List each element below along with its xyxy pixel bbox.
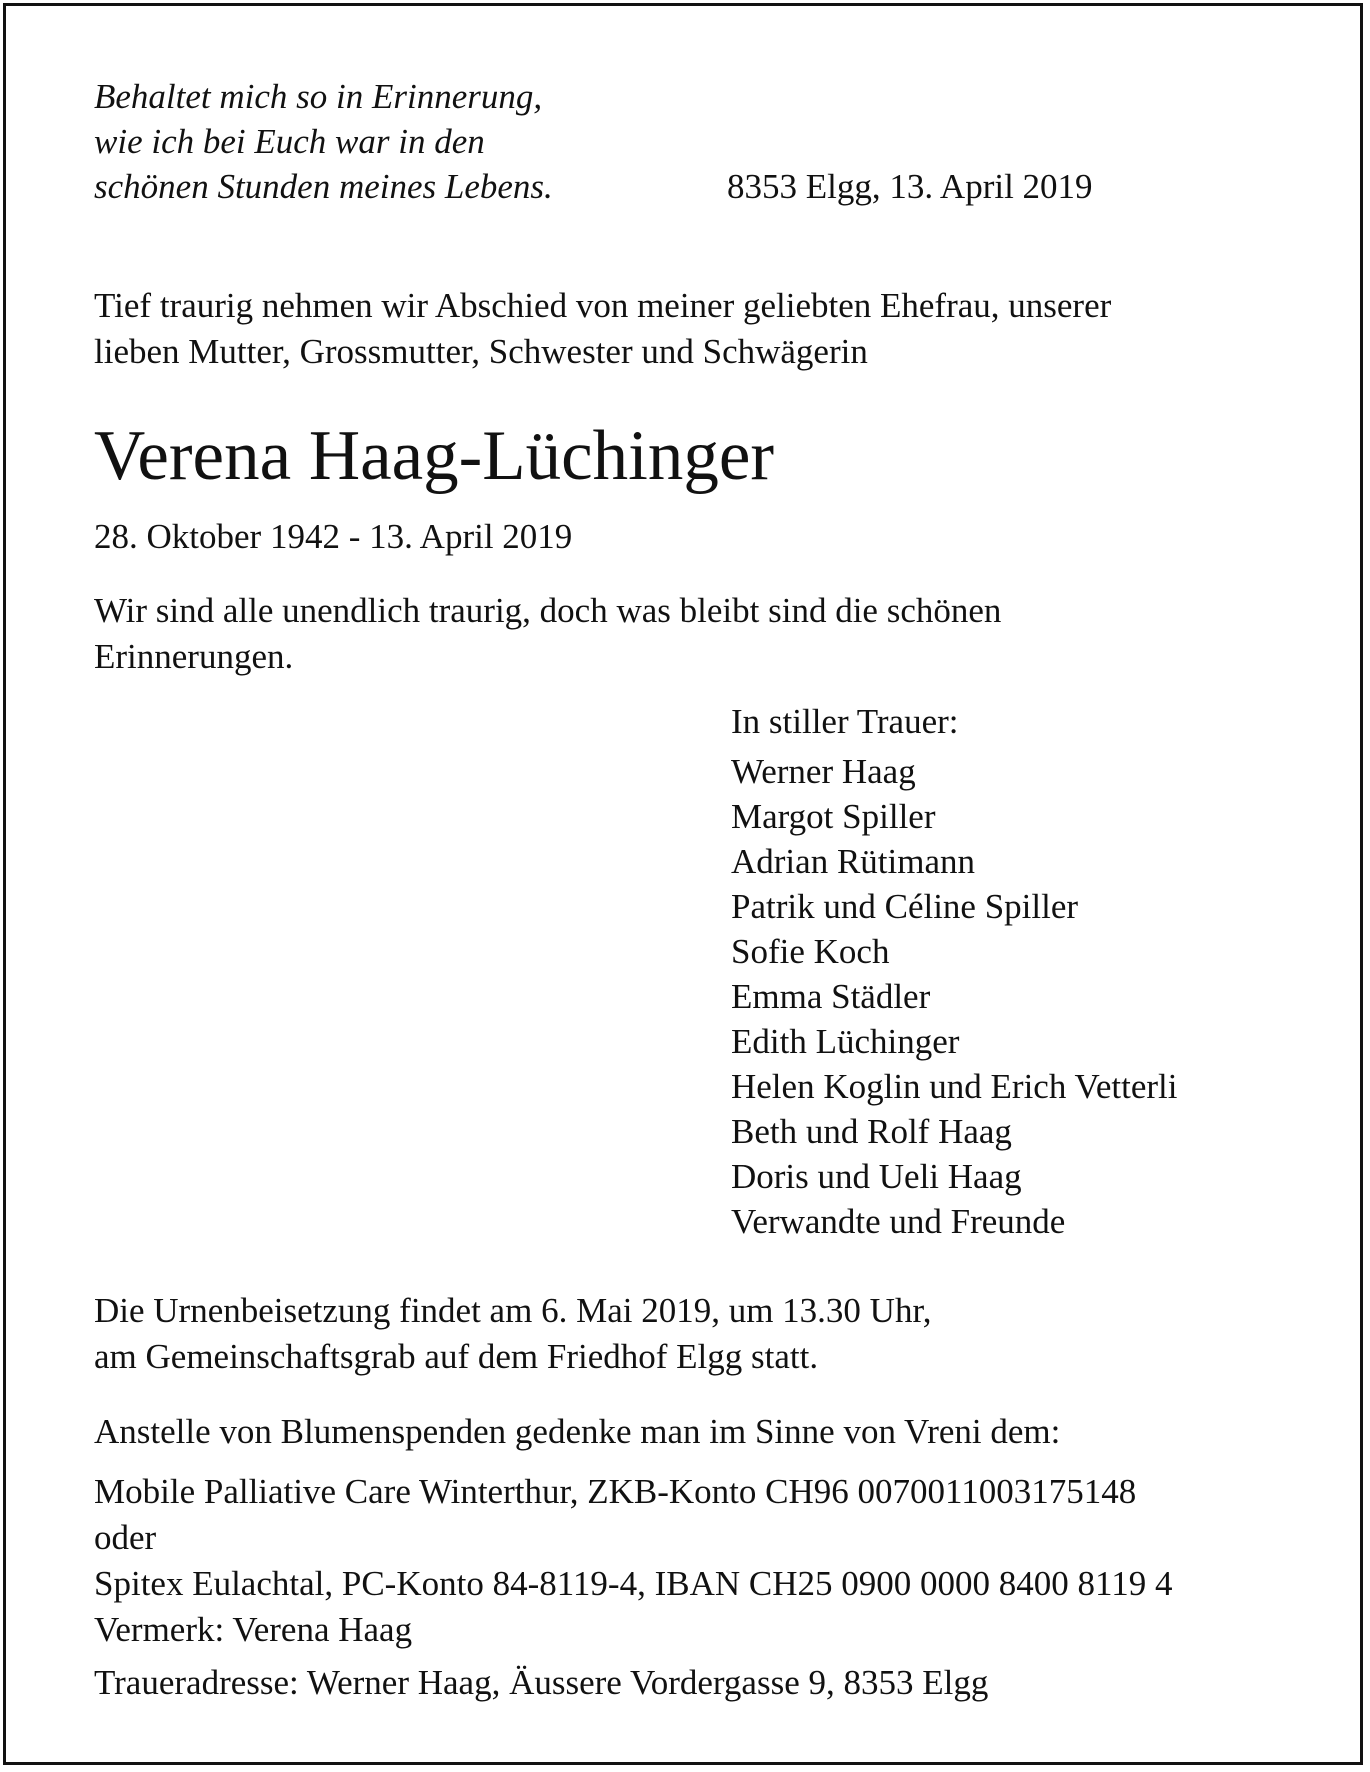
donation-line: oder [94,1518,157,1557]
place-date: 8353 Elgg, 13. April 2019 [727,167,1093,206]
donation-line: Mobile Palliative Care Winterthur, ZKB-Konto CH96 0070011003175148 [94,1472,1137,1511]
burial-line: Die Urnenbeisetzung findet am 6. Mai 2019, um 13.30 Uhr, [94,1291,932,1330]
deceased-name: Verena Haag-Lüchinger [94,417,775,495]
donation-intro: Anstelle von Blumenspenden gedenke man im Sinne von Vreni dem: [94,1412,1061,1451]
donation-line: Vermerk: Verena Haag [94,1610,413,1649]
mourner-name: Adrian Rütimann [731,842,975,881]
life-dates: 28. Oktober 1942 - 13. April 2019 [94,517,573,556]
mourner-name: Margot Spiller [731,797,936,836]
mourners-heading: In stiller Trauer: [731,702,959,741]
intro-line: lieben Mutter, Grossmutter, Schwester und Schwägerin [94,332,868,371]
remembrance-text [94,588,1001,680]
burial-line: am Gemeinschaftsgrab auf dem Friedhof Elgg statt. [94,1337,819,1376]
remembrance-line: Erinnerungen. [94,637,294,676]
motto-quote [94,74,553,209]
mourner-name: Sofie Koch [731,932,890,971]
burial-info [94,1288,931,1380]
mourner-name: Beth und Rolf Haag [731,1112,1012,1151]
intro-line: Tief traurig nehmen wir Abschied von meiner geliebten Ehefrau, unserer [94,286,1112,325]
motto-line: schönen Stunden meines Lebens. [94,167,553,206]
motto-line: Behaltet mich so in Erinnerung, [94,77,543,116]
intro-text [94,283,1111,375]
donation-line: Spitex Eulachtal, PC-Konto 84-8119-4, IBAN CH25 0900 0000 8400 8119 4 [94,1564,1173,1603]
mourner-name: Verwandte und Freunde [731,1202,1066,1241]
mourner-name: Emma Städler [731,977,931,1016]
remembrance-line: Wir sind alle unendlich traurig, doch was bleibt sind die schönen [94,591,1002,630]
mourner-name: Werner Haag [731,752,916,791]
mourner-name: Helen Koglin und Erich Vetterli [731,1067,1178,1106]
motto-line: wie ich bei Euch war in den [94,122,485,161]
mourner-name: Doris und Ueli Haag [731,1157,1022,1196]
donation-accounts [94,1469,1172,1653]
mourner-name: Edith Lüchinger [731,1022,960,1061]
mourner-name: Patrik und Céline Spiller [731,887,1079,926]
mourning-address: Traueradresse: Werner Haag, Äussere Vordergasse 9, 8353 Elgg [94,1663,989,1702]
mourners-list [731,695,1177,1244]
